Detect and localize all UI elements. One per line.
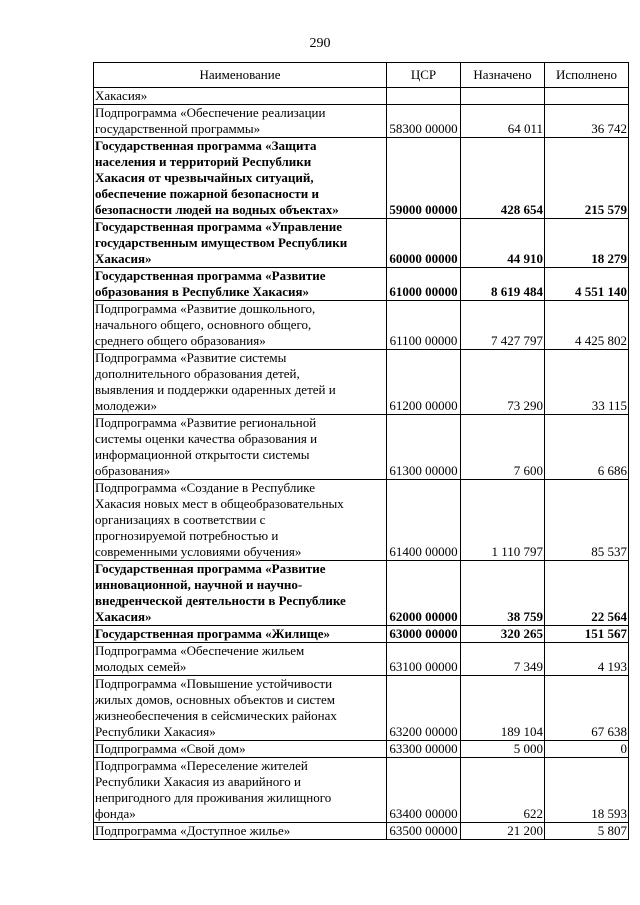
cell-done: 4 193 (545, 643, 629, 676)
cell-assigned: 7 427 797 (461, 301, 545, 350)
table-row (94, 88, 629, 105)
table-row (94, 823, 629, 840)
cell-done: 33 115 (545, 350, 629, 415)
cell-name: Подпрограмма «Развитие дошкольного, начального общего, основного общего, среднего общего образования» (94, 301, 387, 350)
table-row (94, 676, 629, 741)
cell-done: 18 593 (545, 758, 629, 823)
table-row (94, 741, 629, 758)
header-assigned: Назначено (461, 63, 545, 88)
cell-assigned: 7 600 (461, 415, 545, 480)
cell-csr: 63400 00000 (387, 758, 461, 823)
cell-name: Государственная программа «Развитие образования в Республике Хакасия» (94, 268, 387, 301)
table-header-row (94, 63, 629, 88)
cell-done: 67 638 (545, 676, 629, 741)
cell-done: 6 686 (545, 415, 629, 480)
cell-csr: 62000 00000 (387, 561, 461, 626)
table-row (94, 480, 629, 561)
cell-assigned: 622 (461, 758, 545, 823)
cell-done: 215 579 (545, 138, 629, 219)
cell-done: 151 567 (545, 626, 629, 643)
cell-name: Государственная программа «Жилище» (94, 626, 387, 643)
cell-name: Подпрограмма «Создание в Республике Хакасия новых мест в общеобразовательных организациях в соответствии с прогнозируемой потребностью и современными условиями обучения» (94, 480, 387, 561)
cell-csr: 61400 00000 (387, 480, 461, 561)
table-row (94, 626, 629, 643)
cell-done: 85 537 (545, 480, 629, 561)
cell-csr: 63100 00000 (387, 643, 461, 676)
cell-assigned: 73 290 (461, 350, 545, 415)
cell-assigned: 1 110 797 (461, 480, 545, 561)
cell-done (545, 88, 629, 105)
table-row (94, 350, 629, 415)
cell-name: Подпрограмма «Доступное жилье» (94, 823, 387, 840)
table-row (94, 415, 629, 480)
cell-csr: 61100 00000 (387, 301, 461, 350)
table-row (94, 268, 629, 301)
cell-done: 0 (545, 741, 629, 758)
header-csr: ЦСР (387, 63, 461, 88)
cell-done: 18 279 (545, 219, 629, 268)
table-row (94, 561, 629, 626)
header-name: Наименование (94, 63, 387, 88)
table-row (94, 643, 629, 676)
table-row (94, 758, 629, 823)
cell-done: 5 807 (545, 823, 629, 840)
cell-done: 4 425 802 (545, 301, 629, 350)
cell-done: 22 564 (545, 561, 629, 626)
cell-name: Подпрограмма «Развитие системы дополнительного образования детей, выявления и поддержки одаренных детей и молодежи» (94, 350, 387, 415)
cell-name: Подпрограмма «Обеспечение жильем молодых семей» (94, 643, 387, 676)
table-row (94, 138, 629, 219)
cell-csr: 63000 00000 (387, 626, 461, 643)
cell-csr: 63200 00000 (387, 676, 461, 741)
table-body (94, 88, 629, 840)
cell-csr: 61300 00000 (387, 415, 461, 480)
cell-assigned: 189 104 (461, 676, 545, 741)
cell-csr: 63500 00000 (387, 823, 461, 840)
cell-assigned: 7 349 (461, 643, 545, 676)
cell-csr (387, 88, 461, 105)
cell-name: Государственная программа «Защита населения и территорий Республики Хакасия от чрезвычайных ситуаций, обеспечение пожарной безопасности и безопасности людей на водных объектах» (94, 138, 387, 219)
table-row (94, 105, 629, 138)
cell-assigned: 44 910 (461, 219, 545, 268)
cell-assigned: 5 000 (461, 741, 545, 758)
cell-csr: 61000 00000 (387, 268, 461, 301)
table-row (94, 301, 629, 350)
cell-done: 36 742 (545, 105, 629, 138)
cell-name: Хакасия» (94, 88, 387, 105)
cell-csr: 61200 00000 (387, 350, 461, 415)
cell-assigned: 64 011 (461, 105, 545, 138)
cell-name: Подпрограмма «Обеспечение реализации государственной программы» (94, 105, 387, 138)
cell-name: Подпрограмма «Развитие региональной системы оценки качества образования и информационной открытости системы образования» (94, 415, 387, 480)
cell-assigned: 428 654 (461, 138, 545, 219)
cell-csr: 60000 00000 (387, 219, 461, 268)
cell-name: Подпрограмма «Свой дом» (94, 741, 387, 758)
cell-name: Государственная программа «Развитие инновационной, научной и научно- внедренческой деятельности в Республике Хакасия» (94, 561, 387, 626)
cell-name: Подпрограмма «Повышение устойчивости жилых домов, основных объектов и систем жизнеобеспечения в сейсмических районах Республики Хакасия» (94, 676, 387, 741)
cell-csr: 59000 00000 (387, 138, 461, 219)
cell-assigned: 21 200 (461, 823, 545, 840)
header-done: Исполнено (545, 63, 629, 88)
cell-name: Подпрограмма «Переселение жителей Республики Хакасия из аварийного и непригодного для проживания жилищного фонда» (94, 758, 387, 823)
table-row (94, 219, 629, 268)
cell-assigned: 8 619 484 (461, 268, 545, 301)
cell-assigned: 320 265 (461, 626, 545, 643)
cell-csr: 58300 00000 (387, 105, 461, 138)
page-number: 290 (309, 36, 331, 51)
cell-csr: 63300 00000 (387, 741, 461, 758)
cell-name: Государственная программа «Управление государственным имуществом Республики Хакасия» (94, 219, 387, 268)
cell-assigned (461, 88, 545, 105)
cell-assigned: 38 759 (461, 561, 545, 626)
cell-done: 4 551 140 (545, 268, 629, 301)
budget-table (93, 62, 629, 840)
